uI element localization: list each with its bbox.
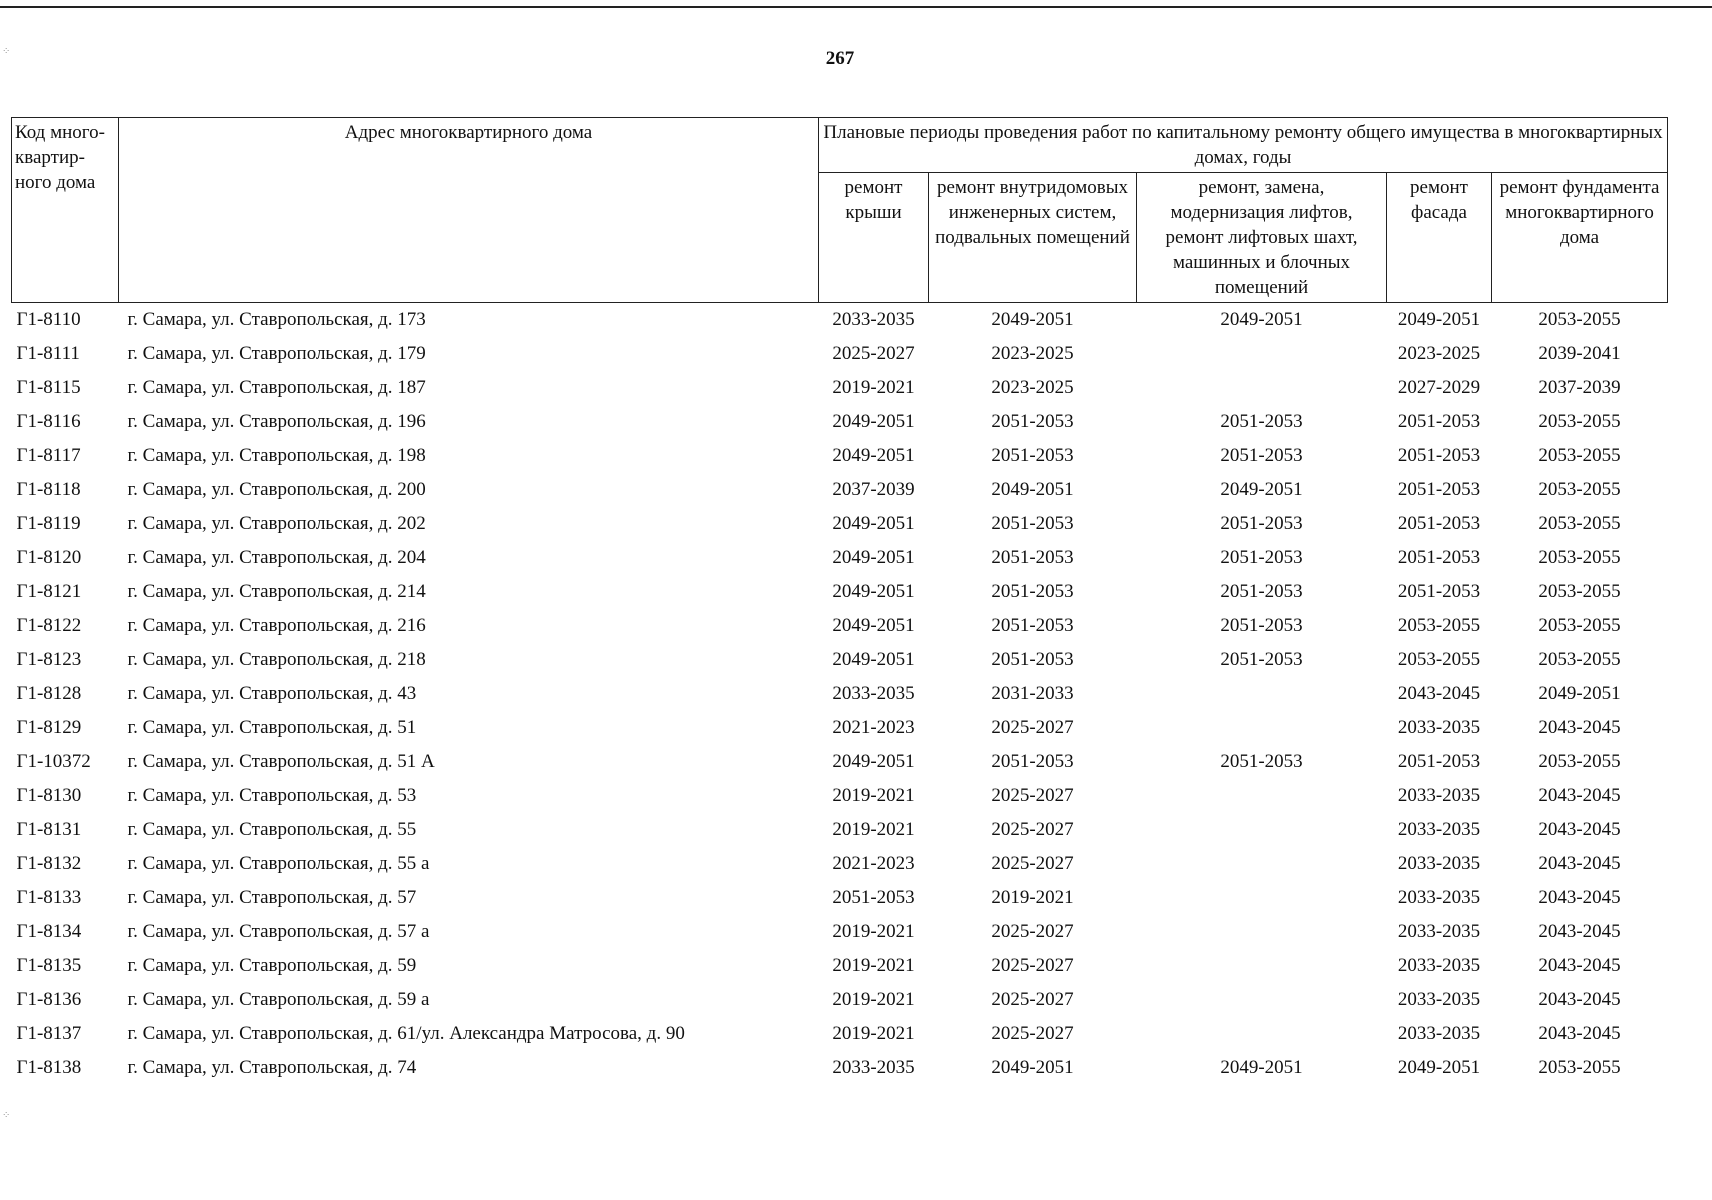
cell-elevators: 2051-2053	[1220, 411, 1303, 432]
cell-engineering: 2051-2053	[991, 445, 1074, 466]
top-border-line	[0, 6, 1712, 8]
cell-elevators	[1137, 983, 1387, 1017]
cell-elevators	[1137, 711, 1387, 745]
capital-repair-schedule-table	[11, 117, 1668, 1085]
cell-elevators	[1137, 1017, 1387, 1051]
cell-address: г. Самара, ул. Ставропольская, д. 198	[127, 445, 426, 466]
table-body	[12, 303, 1668, 1086]
cell-foundation: 2053-2055	[1538, 547, 1621, 568]
scan-artifact: ⁘	[2, 46, 11, 57]
cell-foundation: 2053-2055	[1538, 581, 1621, 602]
cell-roof: 2049-2051	[832, 411, 915, 432]
cell-address: г. Самара, ул. Ставропольская, д. 55	[127, 819, 417, 840]
cell-elevators: 2051-2053	[1220, 445, 1303, 466]
cell-facade: 2049-2051	[1397, 1057, 1481, 1078]
cell-foundation: 2043-2045	[1538, 717, 1621, 738]
cell-code: Г1-8135	[16, 955, 82, 976]
cell-facade: 2053-2055	[1397, 649, 1481, 670]
cell-facade: 2033-2035	[1397, 819, 1481, 840]
cell-address: г. Самара, ул. Ставропольская, д. 179	[127, 343, 426, 364]
cell-foundation: 2053-2055	[1538, 649, 1621, 670]
cell-code: Г1-8137	[16, 1023, 82, 1044]
scan-artifact: ⁘	[2, 1110, 11, 1121]
cell-engineering: 2025-2027	[991, 1023, 1074, 1044]
cell-facade: 2051-2053	[1397, 445, 1481, 466]
table-row	[12, 711, 1668, 745]
cell-address: г. Самара, ул. Ставропольская, д. 187	[127, 377, 426, 398]
cell-elevators	[1137, 949, 1387, 983]
cell-foundation: 2037-2039	[1538, 377, 1621, 398]
cell-engineering: 2025-2027	[991, 819, 1074, 840]
cell-elevators: 2051-2053	[1220, 581, 1303, 602]
cell-foundation: 2053-2055	[1538, 615, 1621, 636]
cell-code: Г1-8120	[16, 547, 82, 568]
cell-address: г. Самара, ул. Ставропольская, д. 61/ул. Александра Матросова, д. 90	[127, 1023, 685, 1044]
cell-code: Г1-8131	[16, 819, 82, 840]
cell-roof: 2021-2023	[832, 853, 915, 874]
cell-facade: 2053-2055	[1397, 615, 1481, 636]
cell-roof: 2019-2021	[832, 989, 915, 1010]
cell-facade: 2051-2053	[1397, 513, 1481, 534]
table-row	[12, 575, 1668, 609]
table-row	[12, 337, 1668, 371]
cell-foundation: 2053-2055	[1538, 411, 1621, 432]
cell-roof: 2049-2051	[832, 581, 915, 602]
cell-code: Г1-10372	[16, 751, 91, 772]
cell-address: г. Самара, ул. Ставропольская, д. 51 А	[127, 751, 435, 772]
cell-roof: 2019-2021	[832, 1023, 915, 1044]
table-row	[12, 371, 1668, 405]
table-row	[12, 643, 1668, 677]
cell-code: Г1-8110	[16, 309, 81, 330]
cell-foundation: 2039-2041	[1538, 343, 1621, 364]
cell-facade: 2049-2051	[1397, 309, 1481, 330]
cell-engineering: 2049-2051	[991, 479, 1074, 500]
cell-roof: 2049-2051	[832, 649, 915, 670]
cell-code: Г1-8119	[16, 513, 81, 534]
table-row	[12, 677, 1668, 711]
cell-roof: 2021-2023	[832, 717, 915, 738]
cell-engineering: 2025-2027	[991, 955, 1074, 976]
cell-elevators	[1137, 915, 1387, 949]
cell-address: г. Самара, ул. Ставропольская, д. 202	[127, 513, 426, 534]
cell-elevators: 2051-2053	[1220, 615, 1303, 636]
cell-elevators	[1137, 371, 1387, 405]
table-row	[12, 779, 1668, 813]
cell-facade: 2051-2053	[1397, 479, 1481, 500]
cell-code: Г1-8138	[16, 1057, 82, 1078]
table-row	[12, 745, 1668, 779]
cell-engineering: 2025-2027	[991, 989, 1074, 1010]
cell-address: г. Самара, ул. Ставропольская, д. 216	[127, 615, 426, 636]
cell-roof: 2049-2051	[832, 751, 915, 772]
cell-code: Г1-8115	[16, 377, 81, 398]
cell-facade: 2033-2035	[1397, 853, 1481, 874]
cell-address: г. Самара, ул. Ставропольская, д. 55 а	[127, 853, 430, 874]
cell-elevators	[1137, 337, 1387, 371]
cell-roof: 2033-2035	[832, 309, 915, 330]
cell-foundation: 2053-2055	[1538, 479, 1621, 500]
cell-address: г. Самара, ул. Ставропольская, д. 59	[127, 955, 417, 976]
cell-engineering: 2051-2053	[991, 547, 1074, 568]
header-foundation: ремонт фундамента многоквартирного дома	[1492, 173, 1668, 303]
cell-elevators: 2051-2053	[1220, 547, 1303, 568]
cell-roof: 2049-2051	[832, 445, 915, 466]
cell-code: Г1-8117	[16, 445, 81, 466]
cell-code: Г1-8118	[16, 479, 81, 500]
cell-elevators	[1137, 779, 1387, 813]
cell-foundation: 2053-2055	[1538, 513, 1621, 534]
cell-code: Г1-8129	[16, 717, 82, 738]
cell-foundation: 2043-2045	[1538, 955, 1621, 976]
table-row	[12, 609, 1668, 643]
cell-code: Г1-8133	[16, 887, 82, 908]
cell-address: г. Самара, ул. Ставропольская, д. 173	[127, 309, 426, 330]
cell-elevators: 2049-2051	[1220, 1057, 1303, 1078]
cell-roof: 2019-2021	[832, 819, 915, 840]
cell-foundation: 2043-2045	[1538, 853, 1621, 874]
cell-code: Г1-8121	[16, 581, 82, 602]
cell-address: г. Самара, ул. Ставропольская, д. 53	[127, 785, 417, 806]
cell-facade: 2051-2053	[1397, 581, 1481, 602]
header-address: Адрес многоквартирного дома	[119, 118, 819, 303]
cell-elevators: 2049-2051	[1220, 309, 1303, 330]
cell-engineering: 2051-2053	[991, 649, 1074, 670]
cell-engineering: 2049-2051	[991, 1057, 1074, 1078]
cell-facade: 2033-2035	[1397, 955, 1481, 976]
cell-foundation: 2043-2045	[1538, 785, 1621, 806]
cell-address: г. Самара, ул. Ставропольская, д. 218	[127, 649, 426, 670]
cell-foundation: 2043-2045	[1538, 819, 1621, 840]
cell-code: Г1-8132	[16, 853, 82, 874]
cell-code: Г1-8122	[16, 615, 82, 636]
cell-roof: 2019-2021	[832, 785, 915, 806]
cell-elevators: 2051-2053	[1220, 513, 1303, 534]
cell-engineering: 2025-2027	[991, 853, 1074, 874]
cell-roof: 2019-2021	[832, 921, 915, 942]
table-row	[12, 507, 1668, 541]
cell-engineering: 2025-2027	[991, 785, 1074, 806]
cell-elevators	[1137, 813, 1387, 847]
cell-roof: 2049-2051	[832, 547, 915, 568]
cell-roof: 2033-2035	[832, 683, 915, 704]
cell-foundation: 2043-2045	[1538, 887, 1621, 908]
header-elevators: ремонт, замена, модернизация лифтов, ремонт лифтовых шахт, машинных и блочных помещений	[1137, 173, 1387, 303]
cell-facade: 2051-2053	[1397, 411, 1481, 432]
cell-facade: 2051-2053	[1397, 751, 1481, 772]
cell-elevators: 2051-2053	[1220, 751, 1303, 772]
cell-foundation: 2043-2045	[1538, 1023, 1621, 1044]
cell-engineering: 2023-2025	[991, 377, 1074, 398]
cell-elevators	[1137, 881, 1387, 915]
cell-address: г. Самара, ул. Ставропольская, д. 51	[127, 717, 417, 738]
cell-address: г. Самара, ул. Ставропольская, д. 196	[127, 411, 426, 432]
header-roof: ремонт крыши	[819, 173, 929, 303]
cell-foundation: 2049-2051	[1538, 683, 1621, 704]
cell-roof: 2049-2051	[832, 513, 915, 534]
cell-elevators	[1137, 847, 1387, 881]
cell-facade: 2043-2045	[1397, 683, 1481, 704]
cell-engineering: 2025-2027	[991, 921, 1074, 942]
table-row	[12, 915, 1668, 949]
cell-roof: 2049-2051	[832, 615, 915, 636]
cell-facade: 2033-2035	[1397, 921, 1481, 942]
cell-foundation: 2043-2045	[1538, 989, 1621, 1010]
cell-engineering: 2051-2053	[991, 581, 1074, 602]
table-row	[12, 949, 1668, 983]
cell-code: Г1-8116	[16, 411, 81, 432]
cell-foundation: 2043-2045	[1538, 921, 1621, 942]
cell-facade: 2033-2035	[1397, 887, 1481, 908]
cell-facade: 2033-2035	[1397, 717, 1481, 738]
cell-facade: 2051-2053	[1397, 547, 1481, 568]
cell-code: Г1-8134	[16, 921, 82, 942]
cell-code: Г1-8130	[16, 785, 82, 806]
cell-engineering: 2051-2053	[991, 751, 1074, 772]
cell-facade: 2023-2025	[1397, 343, 1481, 364]
cell-facade: 2033-2035	[1397, 1023, 1481, 1044]
cell-foundation: 2053-2055	[1538, 309, 1621, 330]
table-row	[12, 813, 1668, 847]
cell-address: г. Самара, ул. Ставропольская, д. 200	[127, 479, 426, 500]
cell-roof: 2037-2039	[832, 479, 915, 500]
table-row	[12, 881, 1668, 915]
cell-engineering: 2025-2027	[991, 717, 1074, 738]
table-row	[12, 541, 1668, 575]
cell-facade: 2033-2035	[1397, 989, 1481, 1010]
cell-roof: 2019-2021	[832, 955, 915, 976]
header-facade: ремонт фасада	[1387, 173, 1492, 303]
table-row	[12, 983, 1668, 1017]
cell-elevators	[1137, 677, 1387, 711]
cell-roof: 2051-2053	[832, 887, 915, 908]
table-row	[12, 1051, 1668, 1085]
cell-engineering: 2051-2053	[991, 411, 1074, 432]
page-number: 267	[825, 48, 855, 69]
cell-engineering: 2051-2053	[991, 513, 1074, 534]
cell-address: г. Самара, ул. Ставропольская, д. 204	[127, 547, 426, 568]
table-row	[12, 439, 1668, 473]
cell-address: г. Самара, ул. Ставропольская, д. 74	[127, 1057, 417, 1078]
cell-facade: 2033-2035	[1397, 785, 1481, 806]
cell-engineering: 2051-2053	[991, 615, 1074, 636]
header-row-1	[12, 118, 1668, 173]
cell-address: г. Самара, ул. Ставропольская, д. 59 а	[127, 989, 430, 1010]
cell-engineering: 2031-2033	[991, 683, 1074, 704]
cell-engineering: 2023-2025	[991, 343, 1074, 364]
cell-engineering: 2049-2051	[991, 309, 1074, 330]
cell-address: г. Самара, ул. Ставропольская, д. 57	[127, 887, 417, 908]
header-engineering: ремонт внутридомовых инженерных систем, подвальных помещений	[929, 173, 1137, 303]
cell-elevators: 2049-2051	[1220, 479, 1303, 500]
table-row	[12, 847, 1668, 881]
header-code: Код много-квартир-ного дома	[12, 118, 119, 303]
cell-roof: 2025-2027	[832, 343, 915, 364]
cell-code: Г1-8111	[16, 343, 80, 364]
cell-address: г. Самара, ул. Ставропольская, д. 57 а	[127, 921, 430, 942]
cell-code: Г1-8136	[16, 989, 82, 1010]
cell-roof: 2019-2021	[832, 377, 915, 398]
cell-elevators: 2051-2053	[1220, 649, 1303, 670]
cell-code: Г1-8128	[16, 683, 82, 704]
table-row	[12, 1017, 1668, 1051]
table-row	[12, 473, 1668, 507]
table-row	[12, 405, 1668, 439]
cell-roof: 2033-2035	[832, 1057, 915, 1078]
cell-engineering: 2019-2021	[991, 887, 1074, 908]
cell-foundation: 2053-2055	[1538, 1057, 1621, 1078]
cell-foundation: 2053-2055	[1538, 445, 1621, 466]
header-periods-group: Плановые периоды проведения работ по капитальному ремонту общего имущества в многоквартирных домах, годы	[819, 118, 1668, 173]
cell-facade: 2027-2029	[1397, 377, 1481, 398]
cell-foundation: 2053-2055	[1538, 751, 1621, 772]
cell-code: Г1-8123	[16, 649, 82, 670]
table-row	[12, 303, 1668, 338]
cell-address: г. Самара, ул. Ставропольская, д. 214	[127, 581, 426, 602]
cell-address: г. Самара, ул. Ставропольская, д. 43	[127, 683, 417, 704]
